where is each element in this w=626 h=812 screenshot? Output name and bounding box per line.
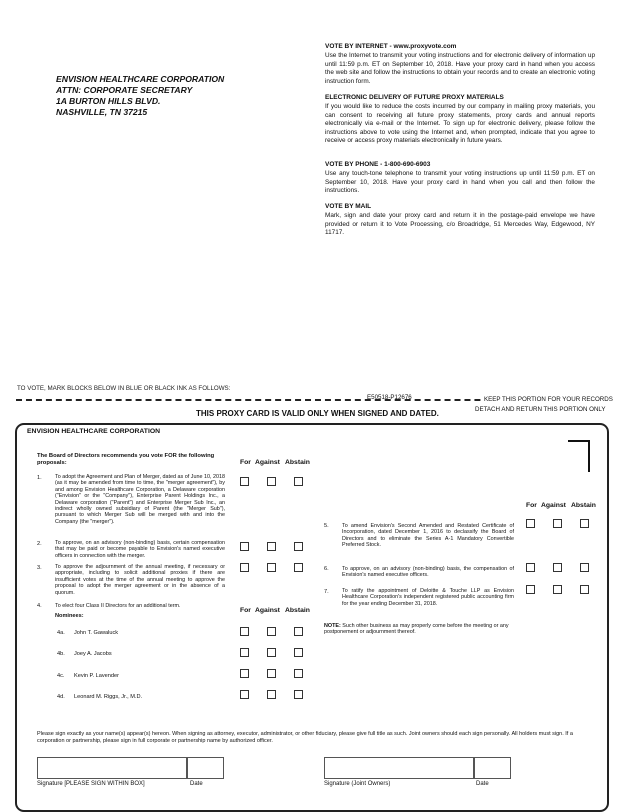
to-vote-instruction: TO VOTE, MARK BLOCKS BELOW IN BLUE OR BLACK INK AS FOLLOWS: <box>17 385 231 392</box>
proposal-1-against-checkbox[interactable] <box>267 477 276 486</box>
signature-box[interactable] <box>37 757 187 779</box>
nominee-4d-against-checkbox[interactable] <box>267 690 276 699</box>
nominee-4c-for-checkbox[interactable] <box>240 669 249 678</box>
joint-date-label: Date <box>476 781 489 787</box>
proposal-7-text: To ratify the appointment of Deloitte & Touche LLP as Envision Healthcare Corporation's independent registered public accounting firm for the year ending December 31, 2018. <box>342 588 514 607</box>
for-header: For <box>240 459 251 466</box>
proposal-4-text: To elect four Class II Directors for an additional term. <box>55 603 181 609</box>
column-headers-nominees <box>240 607 320 616</box>
nominee-4d-abstain-checkbox[interactable] <box>294 690 303 699</box>
nominee-4b-name: Joey A. Jacobs <box>74 651 112 657</box>
electronic-delivery-section <box>325 94 595 145</box>
vote-internet-section <box>325 43 595 86</box>
proposal-7-for-checkbox[interactable] <box>526 585 535 594</box>
proposal-2-abstain-checkbox[interactable] <box>294 542 303 551</box>
proposal-2-number: 2. <box>37 541 42 547</box>
nominee-4b-for-checkbox[interactable] <box>240 648 249 657</box>
proposal-5-text: To amend Envision's Second Amended and Restated Certificate of Incorporation, dated December 1, 2016 to declassify the Board of Directors and to eliminate the Series A-1 Mandatory Convertible Preferred Stock. <box>342 523 514 549</box>
proposal-1-text: To adopt the Agreement and Plan of Merger, dated as of June 10, 2018 (as it may be amended from time to time, the "merger agreement"), by and among Envision Healthcare Corporation, a Delaware corporation ("Envision" or the "Company"), Enterprise Parent Holdings Inc., a Delaware corporation ("Parent") and Enterprise Merger Sub Inc., an indirect wholly owned subsidiary of Parent (the "Merger Sub"), pursuant to which Merger Sub will be merged with and into the Company (the "merger"). <box>55 474 225 525</box>
nominee-4a-against-checkbox[interactable] <box>267 627 276 636</box>
proposal-1-for-checkbox[interactable] <box>240 477 249 486</box>
nominee-4d-name: Leonard M. Riggs, Jr., M.D. <box>74 694 143 700</box>
address-line-1: ENVISION HEALTHCARE CORPORATION <box>56 74 225 84</box>
vote-mail-heading: VOTE BY MAIL <box>325 203 372 210</box>
board-recommendation: The Board of Directors recommends you vote FOR the following proposals: <box>37 453 215 466</box>
vote-phone-heading: VOTE BY PHONE - 1-800-690-6903 <box>325 161 431 168</box>
date-label: Date <box>190 781 203 787</box>
proposal-5-abstain-checkbox[interactable] <box>580 519 589 528</box>
proposal-5-number: 5. <box>324 523 329 529</box>
against-header: Against <box>255 459 280 466</box>
abstain-header: Abstain <box>285 459 310 466</box>
proposal-6-abstain-checkbox[interactable] <box>580 563 589 572</box>
signing-instructions: Please sign exactly as your name(s) appear(s) hereon. When signing as attorney, executor, administrator, or other fiduciary, please give full title as such. Joint owners should each sign personally. All holders must sign. If a corporation or partnership, please sign in full corporate or partnership name by authorized officer. <box>37 731 573 744</box>
electronic-delivery-text: If you would like to reduce the costs incurred by our company in mailing proxy materials, you can consent to receiving all future proxy statements, proxy cards and annual reports electronically via e-mail or the Internet. To sign up for electronic delivery, please follow the instructions above to vote using the Internet and, when prompted, indicate that you agree to receive or access proxy materials electronically in future years. <box>325 103 595 145</box>
note-text: Such other business as may properly come before the meeting or any postponement or adjournment thereof. <box>324 623 509 636</box>
electronic-delivery-heading: ELECTRONIC DELIVERY OF FUTURE PROXY MATERIALS <box>325 94 504 101</box>
proposal-7-against-checkbox[interactable] <box>553 585 562 594</box>
vote-mail-text: Mark, sign and date your proxy card and return it in the postage-paid envelope we have provided or return it to Vote Processing, c/o Broadridge, 51 Mercedes Way, Edgewood, NY 11717. <box>325 212 595 237</box>
nominee-4c-number: 4c. <box>57 673 65 679</box>
proposal-6-against-checkbox[interactable] <box>553 563 562 572</box>
keep-portion-label: KEEP THIS PORTION FOR YOUR RECORDS <box>484 396 613 403</box>
abstain-header: Abstain <box>285 607 310 614</box>
proposal-1-number: 1. <box>37 475 42 481</box>
proposal-6-text: To approve, on an advisory (non-binding) basis, the compensation of Envision's named executive officers. <box>342 566 514 579</box>
valid-notice: THIS PROXY CARD IS VALID ONLY WHEN SIGNED AND DATED. <box>196 409 439 418</box>
address-line-3: 1A BURTON HILLS BLVD. <box>56 96 161 106</box>
joint-date-box[interactable] <box>474 757 511 779</box>
proposal-2-against-checkbox[interactable] <box>267 542 276 551</box>
nominee-4a-abstain-checkbox[interactable] <box>294 627 303 636</box>
nominee-4b-number: 4b. <box>57 651 65 657</box>
proposal-5-for-checkbox[interactable] <box>526 519 535 528</box>
against-header: Against <box>541 502 566 509</box>
nominee-4d-number: 4d. <box>57 694 65 700</box>
address-line-2: ATTN: CORPORATE SECRETARY <box>56 85 193 95</box>
control-code: E50518-P12676 <box>367 394 412 401</box>
column-headers-right <box>526 502 606 511</box>
detach-portion-label: DETACH AND RETURN THIS PORTION ONLY <box>475 406 606 413</box>
proposal-5-against-checkbox[interactable] <box>553 519 562 528</box>
note-label: NOTE: <box>324 623 341 629</box>
vote-mail-section <box>325 203 595 238</box>
proposal-2-for-checkbox[interactable] <box>240 542 249 551</box>
nominee-4b-abstain-checkbox[interactable] <box>294 648 303 657</box>
joint-signature-box[interactable] <box>324 757 474 779</box>
card-title: ENVISION HEALTHCARE CORPORATION <box>27 428 161 435</box>
proposal-3-number: 3. <box>37 565 42 571</box>
proposal-6-number: 6. <box>324 566 329 572</box>
joint-signature-label: Signature (Joint Owners) <box>324 781 391 787</box>
nominee-4a-for-checkbox[interactable] <box>240 627 249 636</box>
nominee-4c-name: Kevin P. Lavender <box>74 673 119 679</box>
proposal-3-abstain-checkbox[interactable] <box>294 563 303 572</box>
proposal-3-for-checkbox[interactable] <box>240 563 249 572</box>
nominee-4c-abstain-checkbox[interactable] <box>294 669 303 678</box>
proposal-3-text: To approve the adjournment of the annual meeting, if necessary or appropriate, including to solicit additional proxies if there are insufficient votes at the time of the annual meeting to approve the proposal to adopt the merger agreement or in the absence of a quorum. <box>55 564 225 596</box>
for-header: For <box>526 502 537 509</box>
registration-mark <box>568 440 590 472</box>
proposal-7-number: 7. <box>324 589 329 595</box>
mailing-address <box>56 74 224 118</box>
date-box[interactable] <box>187 757 224 779</box>
proposal-4-number: 4. <box>37 603 42 609</box>
signature-label: Signature [PLEASE SIGN WITHIN BOX] <box>37 781 145 787</box>
other-business-note <box>324 623 514 636</box>
proposal-2-text: To approve, on an advisory (non-binding) basis, certain compensation that may be paid or become payable to Envision's named executive officers in connection with the merger. <box>55 540 225 559</box>
column-headers-left <box>240 459 320 468</box>
vote-phone-text: Use any touch-tone telephone to transmit your voting instructions up until 11:59 p.m. ET on September 10, 2018. Have your proxy card in hand when you call and then follow the instructions. <box>325 170 595 195</box>
proposal-7-abstain-checkbox[interactable] <box>580 585 589 594</box>
nominees-label: Nominees: <box>55 613 84 619</box>
proposal-1-abstain-checkbox[interactable] <box>294 477 303 486</box>
nominee-4b-against-checkbox[interactable] <box>267 648 276 657</box>
abstain-header: Abstain <box>571 502 596 509</box>
proposal-3-against-checkbox[interactable] <box>267 563 276 572</box>
vote-internet-heading: VOTE BY INTERNET - www.proxyvote.com <box>325 43 457 50</box>
nominee-4a-number: 4a. <box>57 630 65 636</box>
proposal-6-for-checkbox[interactable] <box>526 563 535 572</box>
against-header: Against <box>255 607 280 614</box>
for-header: For <box>240 607 251 614</box>
nominee-4d-for-checkbox[interactable] <box>240 690 249 699</box>
vote-phone-section <box>325 161 595 196</box>
nominee-4a-name: John T. Gawaluck <box>74 630 119 636</box>
nominee-4c-against-checkbox[interactable] <box>267 669 276 678</box>
address-line-4: NASHVILLE, TN 37215 <box>56 107 148 117</box>
vote-internet-text: Use the Internet to transmit your voting instructions and for electronic delivery of information up until 11:59 p.m. ET on September 10, 2018. Have your proxy card in hand when you access the web site and follow the instructions to obtain your records and to create an electronic voting instruction form. <box>325 52 595 85</box>
